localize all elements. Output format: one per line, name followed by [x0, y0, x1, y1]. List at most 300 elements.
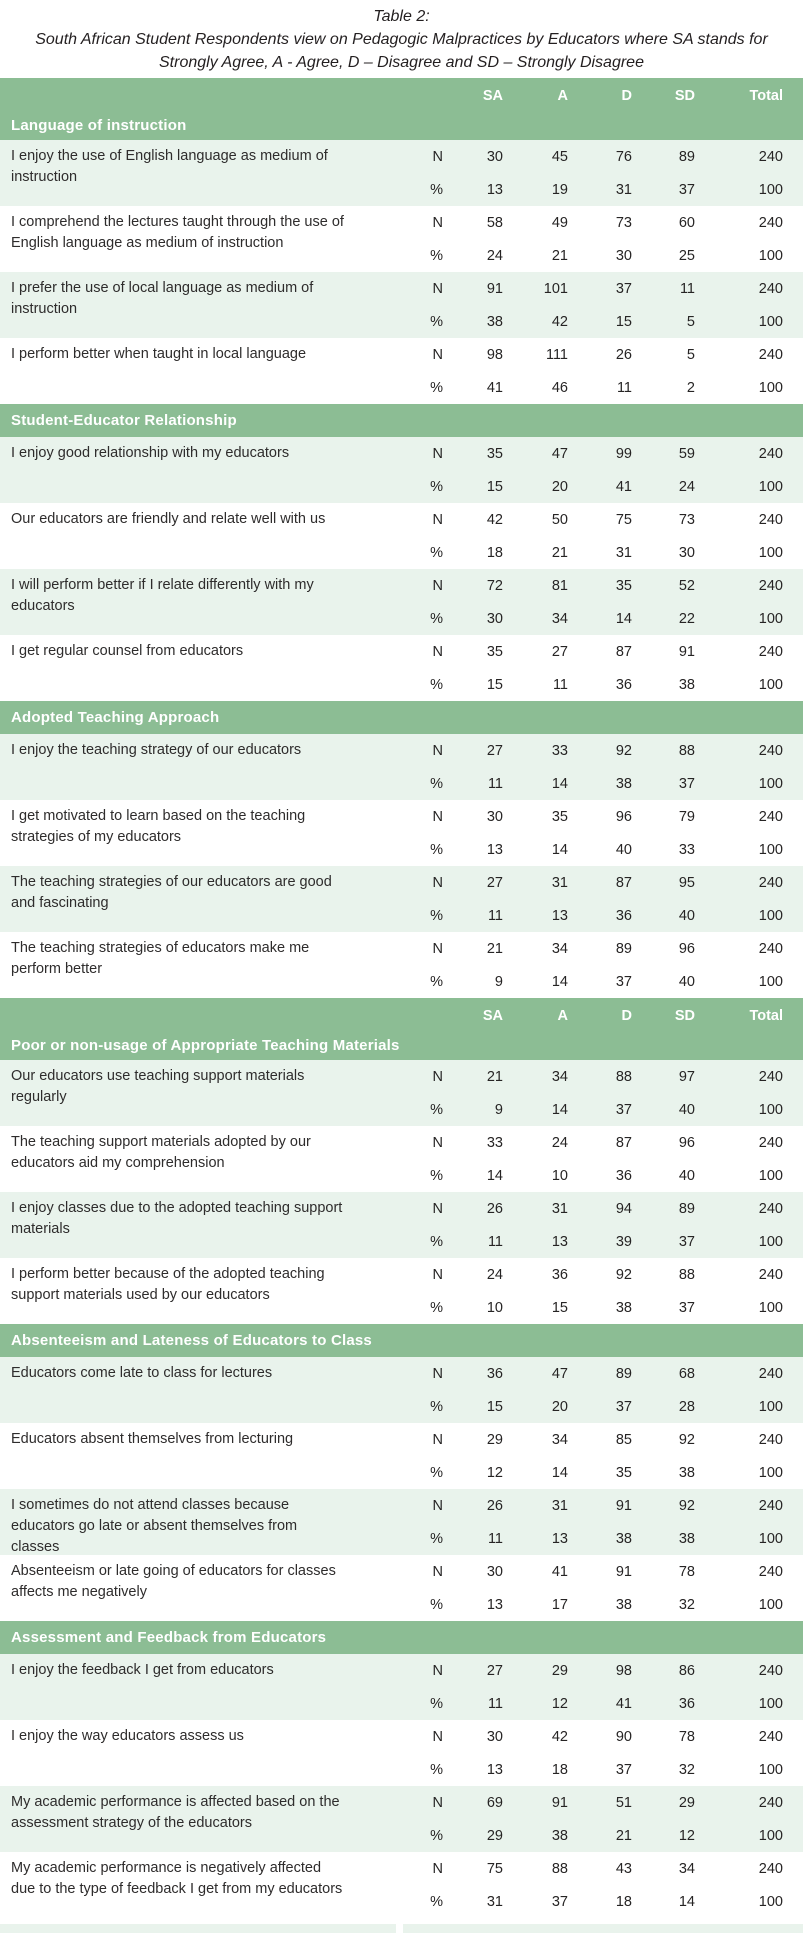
n-row-label: N: [432, 1860, 443, 1877]
n-row-label: N: [432, 577, 443, 594]
n-row-label: N: [432, 1200, 443, 1217]
pct-value-d: 37: [615, 1761, 632, 1778]
n-row-label: N: [432, 1563, 443, 1580]
n-value-sa: 21: [486, 940, 503, 957]
n-value-sd: 5: [686, 346, 695, 363]
n-value-sd: 78: [678, 1563, 695, 1580]
pct-value-sa: 38: [486, 313, 503, 330]
question-row: [0, 1258, 803, 1324]
pct-row-label: %: [430, 841, 443, 858]
question-text: I will perform better if I relate differently with my educators: [11, 577, 314, 614]
pct-value-a: 11: [552, 676, 568, 693]
pct-line: [0, 371, 803, 404]
n-value-d: 26: [615, 346, 632, 363]
question-row: [0, 503, 803, 569]
pct-value-sd: 37: [678, 1233, 695, 1250]
question-row: [0, 800, 803, 866]
pct-value-d: 36: [615, 676, 632, 693]
pct-value-sa: 10: [486, 1299, 503, 1316]
pct-row-label: %: [430, 1464, 443, 1481]
pct-value-sa: 18: [486, 544, 503, 561]
pct-value-a: 19: [551, 181, 568, 198]
n-value-sd: 52: [678, 577, 695, 594]
n-value-d: 37: [615, 280, 632, 297]
pct-value-d: 21: [615, 1827, 632, 1844]
n-value-a: 34: [551, 940, 568, 957]
pct-value-a: 46: [551, 379, 568, 396]
question-row: [0, 1357, 803, 1423]
column-spacer: [412, 1008, 443, 1024]
pct-value-a: 14: [551, 973, 568, 990]
pct-value-sd: 2: [686, 379, 695, 396]
table-caption-label: Table 2:: [373, 8, 430, 25]
pct-value-a: 20: [551, 1398, 568, 1415]
n-value-d: 92: [615, 1266, 632, 1283]
n-row-label: N: [432, 1431, 443, 1448]
pct-line: [0, 1753, 803, 1786]
n-value-total: 240: [758, 742, 783, 759]
column-header-row: [0, 78, 803, 104]
pct-value-sd: 37: [678, 775, 695, 792]
n-value-a: 29: [551, 1662, 568, 1679]
pct-value-sd: 40: [678, 907, 695, 924]
n-value-sd: 78: [678, 1728, 695, 1745]
pct-value-d: 31: [615, 544, 632, 561]
table-caption-line2: Strongly Agree, A - Agree, D – Disagree and SD – Strongly Disagree: [159, 54, 644, 71]
pct-value-sa: 15: [486, 478, 503, 495]
n-value-d: 98: [615, 1662, 632, 1679]
question-text: I enjoy good relationship with my educators: [11, 445, 290, 461]
n-row-label: N: [432, 280, 443, 297]
section-header-band: Student-Educator Relationship: [0, 404, 803, 437]
n-value-d: 91: [615, 1563, 632, 1580]
n-value-d: 89: [615, 1365, 632, 1382]
n-value-a: 101: [543, 280, 568, 297]
n-value-sd: 60: [678, 214, 695, 231]
n-value-sa: 29: [486, 1431, 503, 1448]
pct-value-a: 15: [551, 1299, 568, 1316]
n-row-label: N: [432, 643, 443, 660]
n-row-label: N: [432, 511, 443, 528]
n-value-sd: 29: [678, 1794, 695, 1811]
question-text: My academic performance is negatively affected due to the type of feedback I get from my educators: [11, 1860, 343, 1897]
n-value-sd: 96: [678, 940, 695, 957]
question-text: The teaching strategies of our educators are good and fascinating: [11, 874, 332, 911]
pct-value-total: 100: [758, 775, 783, 792]
pct-row-label: %: [430, 1893, 443, 1910]
pct-line: [0, 668, 803, 701]
n-value-total: 240: [758, 1563, 783, 1580]
question-text: I get regular counsel from educators: [11, 643, 244, 659]
n-value-total: 240: [758, 214, 783, 231]
pct-value-d: 38: [615, 1596, 632, 1613]
pct-row-label: %: [430, 181, 443, 198]
pct-value-d: 37: [615, 1398, 632, 1415]
n-value-a: 35: [551, 808, 568, 825]
pct-row-label: %: [430, 973, 443, 990]
n-value-sa: 30: [486, 808, 503, 825]
pct-value-sa: 13: [486, 1761, 503, 1778]
n-value-d: 73: [615, 214, 632, 231]
question-text: I enjoy the feedback I get from educators: [11, 1662, 274, 1678]
pct-value-sa: 15: [486, 676, 503, 693]
n-row-label: N: [432, 1794, 443, 1811]
pct-row-label: %: [430, 1530, 443, 1547]
n-value-sa: 30: [486, 1563, 503, 1580]
pct-value-total: 100: [758, 1893, 783, 1910]
pct-value-sa: 9: [494, 1101, 503, 1118]
pct-value-total: 100: [758, 544, 783, 561]
pct-value-total: 100: [758, 1530, 783, 1547]
next-row-cropped-strip-left: [0, 1924, 396, 1933]
pct-value-total: 100: [758, 610, 783, 627]
n-value-a: 111: [545, 346, 568, 363]
pct-value-a: 20: [551, 478, 568, 495]
pct-value-sa: 12: [486, 1464, 503, 1481]
pct-value-sd: 22: [678, 610, 695, 627]
n-value-a: 31: [551, 874, 568, 891]
pct-value-sd: 24: [678, 478, 695, 495]
n-value-total: 240: [758, 1794, 783, 1811]
n-value-d: 87: [615, 1134, 632, 1151]
n-row-label: N: [432, 214, 443, 231]
pct-value-d: 38: [615, 1530, 632, 1547]
pct-value-a: 18: [551, 1761, 568, 1778]
pct-value-total: 100: [758, 973, 783, 990]
question-row: [0, 1852, 803, 1918]
question-row: [0, 1786, 803, 1852]
pct-value-sd: 12: [678, 1827, 695, 1844]
pct-value-sd: 5: [686, 313, 695, 330]
n-value-sa: 36: [486, 1365, 503, 1382]
question-text: I enjoy the use of English language as medium of instruction: [11, 148, 328, 185]
pct-row-label: %: [430, 1167, 443, 1184]
n-row-label: N: [432, 1068, 443, 1085]
question-row: [0, 1126, 803, 1192]
n-value-d: 51: [615, 1794, 632, 1811]
question-text: Educators come late to class for lectures: [11, 1365, 273, 1381]
pct-value-d: 40: [615, 841, 632, 858]
question-text: My academic performance is affected based on the assessment strategy of the educators: [11, 1794, 340, 1831]
n-value-sd: 68: [678, 1365, 695, 1382]
next-row-cropped-strip: [0, 1924, 803, 1933]
pct-row-label: %: [430, 544, 443, 561]
n-value-sa: 26: [486, 1200, 503, 1217]
pct-value-total: 100: [758, 1464, 783, 1481]
pct-value-total: 100: [758, 181, 783, 198]
question-row: [0, 1720, 803, 1786]
n-row-label: N: [432, 874, 443, 891]
n-value-a: 31: [551, 1200, 568, 1217]
pct-value-sa: 11: [487, 1233, 503, 1250]
n-value-a: 34: [551, 1068, 568, 1085]
pct-value-total: 100: [758, 379, 783, 396]
pct-value-a: 14: [551, 841, 568, 858]
n-value-total: 240: [758, 1068, 783, 1085]
column-spacer: [412, 88, 443, 104]
n-value-sa: 27: [486, 874, 503, 891]
n-value-total: 240: [758, 1365, 783, 1382]
question-text: I comprehend the lectures taught through the use of English language as medium of instruction: [11, 214, 344, 251]
n-value-total: 240: [758, 874, 783, 891]
next-row-cropped-strip-gap: [396, 1924, 403, 1933]
pct-row-label: %: [430, 1761, 443, 1778]
n-value-sd: 89: [678, 148, 695, 165]
n-value-sa: 91: [486, 280, 503, 297]
n-value-d: 87: [615, 874, 632, 891]
pct-value-sd: 32: [678, 1761, 695, 1778]
n-value-total: 240: [758, 1431, 783, 1448]
pct-value-sd: 14: [678, 1893, 695, 1910]
pct-value-total: 100: [758, 247, 783, 264]
pct-row-label: %: [430, 1695, 443, 1712]
pct-value-a: 13: [551, 1530, 568, 1547]
question-text: I perform better when taught in local language: [11, 346, 307, 362]
question-text: I perform better because of the adopted teaching support materials used by our educators: [11, 1266, 325, 1303]
question-row: [0, 1654, 803, 1720]
question-text: I get motivated to learn based on the teaching strategies of my educators: [11, 808, 306, 845]
pct-value-d: 37: [615, 973, 632, 990]
pct-value-total: 100: [758, 1827, 783, 1844]
n-value-d: 94: [615, 1200, 632, 1217]
n-value-sa: 35: [486, 445, 503, 462]
n-value-d: 92: [615, 742, 632, 759]
n-value-sd: 96: [678, 1134, 695, 1151]
n-value-sd: 92: [678, 1497, 695, 1514]
pct-line: [0, 767, 803, 800]
n-value-sd: 79: [678, 808, 695, 825]
pct-value-sd: 32: [678, 1596, 695, 1613]
question-text: I prefer the use of local language as medium of instruction: [11, 280, 314, 317]
pct-value-sd: 38: [678, 1530, 695, 1547]
question-text: I enjoy the teaching strategy of our educators: [11, 742, 302, 758]
question-row: [0, 932, 803, 998]
n-value-sd: 11: [679, 280, 695, 297]
n-value-sa: 69: [486, 1794, 503, 1811]
pct-value-total: 100: [758, 478, 783, 495]
n-value-sa: 30: [486, 148, 503, 165]
question-row: [0, 569, 803, 635]
n-value-sa: 24: [486, 1266, 503, 1283]
n-value-d: 89: [615, 940, 632, 957]
n-value-total: 240: [758, 1200, 783, 1217]
column-header-sa: SA: [482, 1008, 503, 1024]
pct-value-d: 18: [615, 1893, 632, 1910]
pct-value-d: 38: [615, 1299, 632, 1316]
pct-value-d: 36: [615, 1167, 632, 1184]
pct-row-label: %: [430, 1596, 443, 1613]
pct-row-label: %: [430, 775, 443, 792]
pct-line: [0, 470, 803, 503]
pct-value-total: 100: [758, 1101, 783, 1118]
pct-value-a: 42: [551, 313, 568, 330]
n-row-label: N: [432, 1662, 443, 1679]
n-value-sa: 58: [486, 214, 503, 231]
n-value-sa: 27: [486, 1662, 503, 1679]
pct-row-label: %: [430, 1827, 443, 1844]
pct-value-sa: 11: [487, 775, 503, 792]
pct-value-d: 30: [615, 247, 632, 264]
n-value-sd: 86: [678, 1662, 695, 1679]
pct-value-sd: 30: [678, 544, 695, 561]
pct-row-label: %: [430, 313, 443, 330]
pct-value-sa: 24: [486, 247, 503, 264]
n-row-label: N: [432, 346, 443, 363]
pct-value-d: 41: [615, 478, 632, 495]
pct-row-label: %: [430, 478, 443, 495]
pct-line: [0, 1687, 803, 1720]
n-value-d: 87: [615, 643, 632, 660]
n-value-total: 240: [758, 1266, 783, 1283]
n-value-a: 36: [551, 1266, 568, 1283]
n-row-label: N: [432, 445, 443, 462]
pct-value-total: 100: [758, 907, 783, 924]
pct-row-label: %: [430, 379, 443, 396]
column-header-sa: SA: [482, 88, 503, 104]
section-heading: Poor or non-usage of Appropriate Teaching Materials: [11, 1037, 400, 1054]
pct-value-sd: 40: [678, 1101, 695, 1118]
n-value-total: 240: [758, 346, 783, 363]
column-header-sd: SD: [674, 1008, 695, 1024]
pct-value-a: 12: [551, 1695, 568, 1712]
pct-value-total: 100: [758, 1695, 783, 1712]
question-row: [0, 437, 803, 503]
pct-value-d: 41: [615, 1695, 632, 1712]
pct-value-sa: 41: [486, 379, 503, 396]
question-text: I sometimes do not attend classes because educators go late or absent themselves from classes: [11, 1497, 298, 1555]
pct-value-sa: 11: [487, 1530, 503, 1547]
pct-value-sd: 25: [678, 247, 695, 264]
n-value-sd: 88: [678, 742, 695, 759]
question-row: [0, 734, 803, 800]
n-value-sa: 27: [486, 742, 503, 759]
n-value-a: 24: [551, 1134, 568, 1151]
pct-value-sa: 9: [494, 973, 503, 990]
question-text: Our educators use teaching support materials regularly: [11, 1068, 305, 1105]
pct-value-sd: 37: [678, 181, 695, 198]
pct-value-a: 14: [551, 1464, 568, 1481]
question-row: [0, 1192, 803, 1258]
n-value-total: 240: [758, 148, 783, 165]
pct-value-sa: 30: [486, 610, 503, 627]
n-value-d: 85: [615, 1431, 632, 1448]
question-row: [0, 338, 803, 404]
section-header-band: Absenteeism and Lateness of Educators to Class: [0, 1324, 803, 1357]
pct-value-a: 13: [551, 1233, 568, 1250]
pct-value-a: 10: [551, 1167, 568, 1184]
question-row: [0, 272, 803, 338]
n-row-label: N: [432, 1728, 443, 1745]
n-value-total: 240: [758, 940, 783, 957]
section-header-band-with-columns: [0, 998, 803, 1060]
question-row: [0, 1423, 803, 1489]
n-value-d: 99: [615, 445, 632, 462]
n-value-a: 27: [551, 643, 568, 660]
n-value-a: 33: [551, 742, 568, 759]
n-value-d: 35: [615, 577, 632, 594]
pct-value-sa: 13: [486, 1596, 503, 1613]
n-value-total: 240: [758, 445, 783, 462]
column-header-a: A: [557, 88, 568, 104]
pct-value-a: 14: [551, 775, 568, 792]
n-row-label: N: [432, 742, 443, 759]
column-header-sd: SD: [674, 88, 695, 104]
pct-value-d: 11: [616, 379, 632, 396]
question-row: [0, 866, 803, 932]
section-heading: Language of instruction: [11, 117, 187, 134]
n-value-total: 240: [758, 1134, 783, 1151]
pct-value-sa: 11: [487, 1695, 503, 1712]
respondents-table: [0, 78, 803, 1918]
pct-value-sa: 13: [486, 181, 503, 198]
column-header-total: Total: [749, 1008, 783, 1024]
n-value-sa: 33: [486, 1134, 503, 1151]
pct-value-total: 100: [758, 1596, 783, 1613]
pct-value-sa: 15: [486, 1398, 503, 1415]
pct-value-d: 36: [615, 907, 632, 924]
n-value-sd: 73: [678, 511, 695, 528]
pct-value-d: 37: [615, 1101, 632, 1118]
question-row: [0, 1555, 803, 1621]
n-value-sa: 30: [486, 1728, 503, 1745]
n-value-a: 49: [551, 214, 568, 231]
n-row-label: N: [432, 1134, 443, 1151]
next-row-cropped-strip-right: [403, 1924, 803, 1933]
pct-value-total: 100: [758, 1233, 783, 1250]
pct-value-sa: 31: [486, 1893, 503, 1910]
n-value-total: 240: [758, 511, 783, 528]
section-header-band: Assessment and Feedback from Educators: [0, 1621, 803, 1654]
pct-value-total: 100: [758, 676, 783, 693]
question-row: [0, 1060, 803, 1126]
pct-value-sd: 40: [678, 973, 695, 990]
pct-value-a: 17: [551, 1596, 568, 1613]
n-value-total: 240: [758, 643, 783, 660]
pct-value-sd: 37: [678, 1299, 695, 1316]
pct-value-d: 35: [615, 1464, 632, 1481]
n-value-total: 240: [758, 1662, 783, 1679]
column-header-row: [0, 998, 803, 1024]
n-value-d: 96: [615, 808, 632, 825]
pct-value-total: 100: [758, 841, 783, 858]
n-value-sd: 92: [678, 1431, 695, 1448]
pct-row-label: %: [430, 1299, 443, 1316]
n-value-a: 50: [551, 511, 568, 528]
pct-value-a: 37: [551, 1893, 568, 1910]
n-value-sd: 97: [678, 1068, 695, 1085]
pct-value-a: 13: [551, 907, 568, 924]
n-value-sa: 98: [486, 346, 503, 363]
question-text: I enjoy classes due to the adopted teaching support materials: [11, 1200, 343, 1237]
n-value-total: 240: [758, 1860, 783, 1877]
pct-value-d: 14: [615, 610, 632, 627]
pct-row-label: %: [430, 247, 443, 264]
n-value-total: 240: [758, 808, 783, 825]
pct-value-sa: 13: [486, 841, 503, 858]
n-value-sa: 35: [486, 643, 503, 660]
pct-value-sd: 28: [678, 1398, 695, 1415]
n-value-d: 76: [615, 148, 632, 165]
n-value-a: 47: [551, 1365, 568, 1382]
question-text: I enjoy the way educators assess us: [11, 1728, 244, 1744]
pct-line: [0, 536, 803, 569]
column-spacer: [0, 88, 412, 104]
pct-row-label: %: [430, 907, 443, 924]
n-row-label: N: [432, 148, 443, 165]
question-text: The teaching strategies of educators make me perform better: [11, 940, 310, 977]
question-row: [0, 1489, 803, 1555]
pct-value-a: 21: [551, 544, 568, 561]
